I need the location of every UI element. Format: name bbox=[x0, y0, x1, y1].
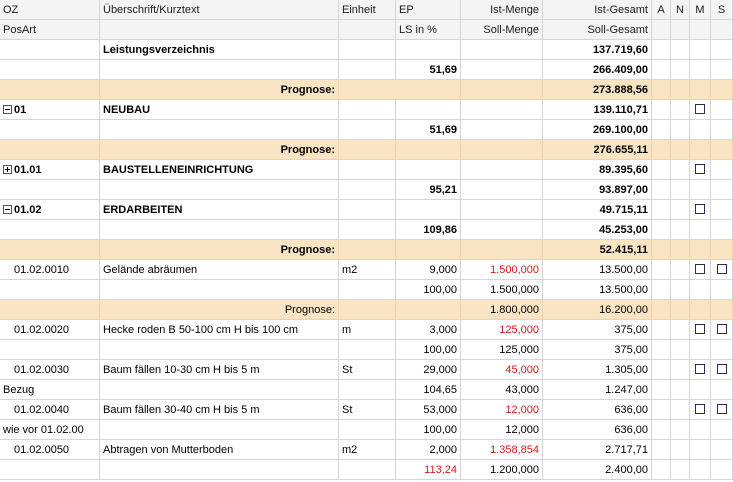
be-title: BAUSTELLENEINRICHTUNG bbox=[100, 160, 339, 180]
checkbox-icon[interactable] bbox=[717, 404, 727, 414]
position-soll-gesamt: 375,00 bbox=[543, 340, 652, 360]
checkbox-icon[interactable] bbox=[717, 364, 727, 374]
neubau-ls-percent: 51,69 bbox=[396, 120, 461, 140]
prognose-row[interactable] bbox=[0, 140, 733, 160]
position-text: Baum fällen 10-30 cm H bis 5 m bbox=[100, 360, 339, 380]
column-header-empty bbox=[711, 20, 733, 40]
position-einheit: m bbox=[339, 320, 396, 340]
prognose-row[interactable] bbox=[0, 240, 733, 260]
table-row[interactable] bbox=[0, 400, 733, 420]
prognose-row[interactable] bbox=[0, 300, 733, 320]
position-ist-gesamt: 375,00 bbox=[543, 320, 652, 340]
neubau-oz-cell: 01 bbox=[0, 100, 100, 120]
position-ist-menge: 125,000 bbox=[461, 320, 543, 340]
column-header-n[interactable]: N bbox=[671, 0, 690, 20]
position-einheit: m2 bbox=[339, 260, 396, 280]
neubau-prognose: 276.655,11 bbox=[543, 140, 652, 160]
position-ist-menge: 12,000 bbox=[461, 400, 543, 420]
lv-ls-percent: 51,69 bbox=[396, 60, 461, 80]
ea-ist-gesamt: 49.715,11 bbox=[543, 200, 652, 220]
column-header-empty bbox=[652, 20, 671, 40]
table-row[interactable] bbox=[0, 220, 733, 240]
position-text: Abtragen von Mutterboden bbox=[100, 440, 339, 460]
expand-icon[interactable] bbox=[3, 165, 12, 174]
position-prognose-gesamt: 16.200,00 bbox=[543, 300, 652, 320]
table-row[interactable] bbox=[0, 100, 733, 120]
table-row[interactable] bbox=[0, 280, 733, 300]
column-header-empty bbox=[690, 20, 711, 40]
position-ist-gesamt: 13.500,00 bbox=[543, 260, 652, 280]
position-oz: 01.02.0010 bbox=[0, 260, 100, 280]
position-soll-menge: 12,000 bbox=[461, 420, 543, 440]
position-ep: 3,000 bbox=[396, 320, 461, 340]
column-header-einheit[interactable]: Einheit bbox=[339, 0, 396, 20]
collapse-icon[interactable] bbox=[3, 205, 12, 214]
column-header-ist-menge[interactable]: Ist-Menge bbox=[461, 0, 543, 20]
position-oz: 01.02.0020 bbox=[0, 320, 100, 340]
ea-ls-percent: 109,86 bbox=[396, 220, 461, 240]
prognose-label: Prognose: bbox=[100, 300, 339, 320]
checkbox-icon[interactable] bbox=[695, 324, 705, 334]
column-header-posart[interactable]: PosArt bbox=[0, 20, 100, 40]
lv-prognose: 273.888,56 bbox=[543, 80, 652, 100]
column-header-empty bbox=[100, 20, 339, 40]
column-header-m[interactable]: M bbox=[690, 0, 711, 20]
column-header-ist-gesamt[interactable]: Ist-Gesamt bbox=[543, 0, 652, 20]
position-soll-gesamt: 636,00 bbox=[543, 420, 652, 440]
ea-title: ERDARBEITEN bbox=[100, 200, 339, 220]
column-header-soll-menge[interactable]: Soll-Menge bbox=[461, 20, 543, 40]
table-row[interactable] bbox=[0, 120, 733, 140]
position-posart: wie vor 01.02.00 bbox=[0, 420, 100, 440]
ea-oz-cell: 01.02 bbox=[0, 200, 100, 220]
neubau-ist-gesamt: 139.110,71 bbox=[543, 100, 652, 120]
column-header-text[interactable]: Überschrift/Kurztext bbox=[100, 0, 339, 20]
position-ep: 29,000 bbox=[396, 360, 461, 380]
table-row[interactable] bbox=[0, 180, 733, 200]
checkbox-icon[interactable] bbox=[695, 364, 705, 374]
position-ist-menge: 45,000 bbox=[461, 360, 543, 380]
position-ls-percent: 100,00 bbox=[396, 280, 461, 300]
position-ep: 9,000 bbox=[396, 260, 461, 280]
position-oz: 01.02.0030 bbox=[0, 360, 100, 380]
position-ist-menge: 1.500,000 bbox=[461, 260, 543, 280]
position-text: Baum fällen 30-40 cm H bis 5 m bbox=[100, 400, 339, 420]
table-row[interactable] bbox=[0, 340, 733, 360]
position-oz: 01.02.0050 bbox=[0, 440, 100, 460]
position-ist-gesamt: 1.305,00 bbox=[543, 360, 652, 380]
position-ist-gesamt: 2.717,71 bbox=[543, 440, 652, 460]
checkbox-icon[interactable] bbox=[695, 104, 705, 114]
position-ep: 53,000 bbox=[396, 400, 461, 420]
be-ls-percent: 95,21 bbox=[396, 180, 461, 200]
position-ls-percent: 100,00 bbox=[396, 420, 461, 440]
column-header-s[interactable]: S bbox=[711, 0, 733, 20]
checkbox-icon[interactable] bbox=[695, 164, 705, 174]
position-text: Hecke roden B 50-100 cm H bis 100 cm bbox=[100, 320, 339, 340]
position-ls-percent: 100,00 bbox=[396, 340, 461, 360]
prognose-label: Prognose: bbox=[100, 80, 339, 100]
be-ist-gesamt: 89.395,60 bbox=[543, 160, 652, 180]
collapse-icon[interactable] bbox=[3, 105, 12, 114]
checkbox-icon[interactable] bbox=[717, 324, 727, 334]
ea-prognose: 52.415,11 bbox=[543, 240, 652, 260]
position-soll-menge: 1.200,000 bbox=[461, 460, 543, 480]
column-header-ls-percent[interactable]: LS in % bbox=[396, 20, 461, 40]
column-subheader-row bbox=[0, 20, 733, 40]
position-prognose-menge: 1.800,000 bbox=[461, 300, 543, 320]
column-header-oz[interactable]: OZ bbox=[0, 0, 100, 20]
position-einheit: m2 bbox=[339, 440, 396, 460]
be-oz-cell: 01.01 bbox=[0, 160, 100, 180]
column-header-soll-gesamt[interactable]: Soll-Gesamt bbox=[543, 20, 652, 40]
position-soll-menge: 1.500,000 bbox=[461, 280, 543, 300]
prognose-label: Prognose: bbox=[100, 240, 339, 260]
neubau-title: NEUBAU bbox=[100, 100, 339, 120]
column-header-empty bbox=[339, 20, 396, 40]
column-header-ep[interactable]: EP bbox=[396, 0, 461, 20]
checkbox-icon[interactable] bbox=[695, 204, 705, 214]
neubau-soll-gesamt: 269.100,00 bbox=[543, 120, 652, 140]
column-header-a[interactable]: A bbox=[652, 0, 671, 20]
lv-soll-gesamt: 266.409,00 bbox=[543, 60, 652, 80]
position-einheit: St bbox=[339, 360, 396, 380]
table-row[interactable] bbox=[0, 40, 733, 60]
prognose-row[interactable] bbox=[0, 80, 733, 100]
position-ist-gesamt: 636,00 bbox=[543, 400, 652, 420]
be-soll-gesamt: 93.897,00 bbox=[543, 180, 652, 200]
position-oz: 01.02.0040 bbox=[0, 400, 100, 420]
position-ist-menge: 1.358,854 bbox=[461, 440, 543, 460]
table-row[interactable] bbox=[0, 460, 733, 480]
column-header-row bbox=[0, 0, 733, 20]
ea-soll-gesamt: 45.253,00 bbox=[543, 220, 652, 240]
position-soll-gesamt: 2.400,00 bbox=[543, 460, 652, 480]
prognose-label: Prognose: bbox=[100, 140, 339, 160]
lv-title: Leistungsverzeichnis bbox=[100, 40, 339, 60]
position-soll-menge: 125,000 bbox=[461, 340, 543, 360]
position-ep: 2,000 bbox=[396, 440, 461, 460]
table-row[interactable] bbox=[0, 160, 733, 180]
checkbox-icon[interactable] bbox=[695, 404, 705, 414]
table-row[interactable] bbox=[0, 60, 733, 80]
table-row[interactable] bbox=[0, 200, 733, 220]
checkbox-icon[interactable] bbox=[695, 264, 705, 274]
position-text: Gelände abräumen bbox=[100, 260, 339, 280]
lv-ist-gesamt: 137.719,60 bbox=[543, 40, 652, 60]
table-row[interactable] bbox=[0, 320, 733, 340]
table-row[interactable] bbox=[0, 380, 733, 400]
table-row[interactable] bbox=[0, 260, 733, 280]
position-ls-percent: 104,65 bbox=[396, 380, 461, 400]
position-soll-menge: 43,000 bbox=[461, 380, 543, 400]
table-row[interactable] bbox=[0, 420, 733, 440]
position-soll-gesamt: 13.500,00 bbox=[543, 280, 652, 300]
position-posart: Bezug bbox=[0, 380, 100, 400]
table-row[interactable] bbox=[0, 440, 733, 460]
table-row[interactable] bbox=[0, 360, 733, 380]
checkbox-icon[interactable] bbox=[717, 264, 727, 274]
position-ls-percent: 113,24 bbox=[396, 460, 461, 480]
position-soll-gesamt: 1.247,00 bbox=[543, 380, 652, 400]
column-header-empty bbox=[671, 20, 690, 40]
position-einheit: St bbox=[339, 400, 396, 420]
